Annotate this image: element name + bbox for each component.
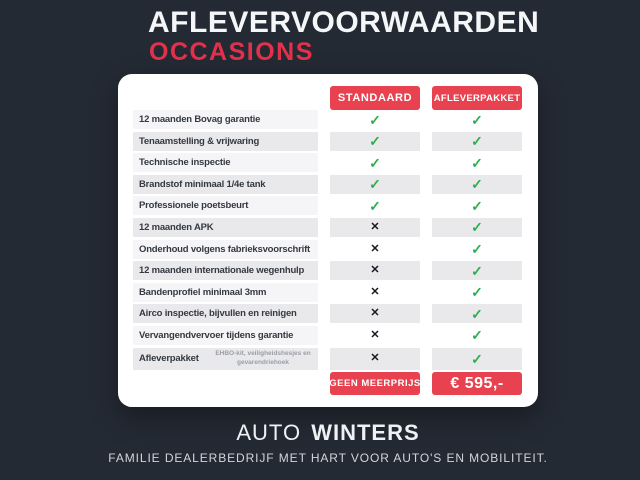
- row-label: 12 maanden Bovag garantie: [139, 114, 261, 125]
- feature-label-cell: [133, 218, 318, 237]
- dealer-name-bold: WINTERS: [311, 420, 420, 445]
- feature-label-cell: [133, 304, 318, 323]
- row-label: Onderhoud volgens fabrieksvoorschrift: [139, 243, 311, 255]
- check-icon: ✓: [471, 176, 483, 193]
- cross-icon: ✕: [370, 242, 380, 255]
- afleverpakket-cell: [432, 196, 522, 215]
- table-row: [118, 153, 538, 172]
- cross-icon: ✕: [370, 307, 380, 320]
- standaard-cell: [330, 261, 420, 280]
- row-note: EHBO-kit, veiligheidshesjes en gevarendriehoek: [215, 349, 311, 366]
- table-footer: [118, 372, 538, 395]
- row-label: Brandstof minimaal 1/4e tank: [139, 178, 266, 190]
- cross-icon: ✕: [370, 328, 380, 341]
- afleverpakket-cell: [432, 132, 522, 151]
- afleverpakket-cell: [432, 175, 522, 194]
- feature-label-cell: [133, 110, 318, 129]
- standaard-cell: [330, 218, 420, 237]
- row-label: Professionele poetsbeurt: [139, 200, 249, 212]
- table-row: [118, 326, 538, 345]
- standaard-cell: [330, 153, 420, 172]
- check-icon: ✓: [369, 154, 381, 171]
- table-row: [118, 110, 538, 129]
- standaard-cell: [330, 326, 420, 345]
- check-icon: ✓: [369, 176, 381, 193]
- dealer-name: [0, 420, 640, 445]
- check-icon: ✓: [471, 241, 483, 258]
- feature-label-cell: [133, 348, 318, 370]
- table-row: [118, 261, 538, 280]
- standaard-cell: [330, 132, 420, 151]
- check-icon: ✓: [369, 133, 381, 150]
- check-icon: ✓: [471, 111, 483, 128]
- row-label: Tenaamstelling & vrijwaring: [139, 135, 260, 147]
- cross-icon: ✕: [370, 264, 380, 277]
- check-icon: ✓: [471, 350, 483, 367]
- dealer-tagline: FAMILIE DEALERBEDRIJF MET HART VOOR AUTO'S EN MOBILITEIT.: [108, 451, 548, 465]
- afleverpakket-cell: [432, 110, 522, 129]
- feature-label-cell: [133, 132, 318, 151]
- standaard-cell: [330, 240, 420, 259]
- afleverpakket-cell: [432, 283, 522, 302]
- table-row: [118, 132, 538, 151]
- standaard-cell: [330, 110, 420, 129]
- cross-icon: ✕: [370, 285, 380, 298]
- standaard-cell: [330, 348, 420, 370]
- afleverpakket-cell: [432, 153, 522, 172]
- table-row: [118, 175, 538, 194]
- column-header-standaard: STANDAARD: [330, 86, 420, 110]
- cross-icon: ✕: [370, 220, 380, 233]
- afleverpakket-cell: [432, 304, 522, 323]
- feature-label-cell: [133, 175, 318, 194]
- check-icon: ✓: [471, 284, 483, 301]
- row-label: Technische inspectie: [139, 157, 231, 169]
- check-icon: ✓: [369, 111, 381, 128]
- table-row: [118, 218, 538, 237]
- page-title: AFLEVERVOORWAARDEN: [148, 6, 540, 39]
- feature-label-cell: [133, 261, 318, 280]
- dealer-name-light: AUTO: [236, 420, 302, 445]
- row-label: 12 maanden internationale wegenhulp: [139, 265, 305, 277]
- afleverpakket-cell: [432, 261, 522, 280]
- column-header-afleverpakket: AFLEVERPAKKET: [432, 86, 522, 110]
- standaard-cell: [330, 304, 420, 323]
- table-row: [118, 304, 538, 323]
- afleverpakket-cell: [432, 218, 522, 237]
- table-row: [118, 283, 538, 302]
- check-icon: ✓: [471, 219, 483, 236]
- standaard-cell: [330, 283, 420, 302]
- standaard-cell: [330, 175, 420, 194]
- standaard-cell: [330, 196, 420, 215]
- afleverpakket-cell: [432, 326, 522, 345]
- row-label: 12 maanden APK: [139, 221, 214, 233]
- feature-label-cell: [133, 153, 318, 172]
- table-row: [118, 240, 538, 259]
- feature-label-cell: [133, 283, 318, 302]
- table-row: [118, 196, 538, 215]
- row-label: Afleverpakket: [139, 353, 199, 365]
- comparison-card: [118, 74, 538, 407]
- check-icon: ✓: [471, 197, 483, 214]
- feature-label-cell: [133, 196, 318, 215]
- row-label: Bandenprofiel minimaal 3mm: [139, 286, 267, 298]
- cross-icon: ✕: [370, 352, 380, 365]
- check-icon: ✓: [471, 327, 483, 344]
- check-icon: ✓: [471, 154, 483, 171]
- feature-label-cell: [133, 326, 318, 345]
- price-standaard: GEEN MEERPRIJS: [330, 372, 420, 395]
- table-rows: [118, 110, 538, 370]
- row-label: Vervangendvervoer tijdens garantie: [139, 329, 294, 341]
- afleverpakket-cell: [432, 348, 522, 370]
- table-row: [118, 348, 538, 370]
- check-icon: ✓: [369, 197, 381, 214]
- row-label: Airco inspectie, bijvullen en reinigen: [139, 308, 297, 320]
- price-afleverpakket: € 595,-: [432, 372, 522, 395]
- page-subtitle: OCCASIONS: [149, 38, 314, 66]
- check-icon: ✓: [471, 133, 483, 150]
- check-icon: ✓: [471, 305, 483, 322]
- check-icon: ✓: [471, 262, 483, 279]
- table-header: [118, 86, 538, 110]
- dealer-branding: [0, 420, 640, 465]
- feature-label-cell: [133, 240, 318, 259]
- afleverpakket-cell: [432, 240, 522, 259]
